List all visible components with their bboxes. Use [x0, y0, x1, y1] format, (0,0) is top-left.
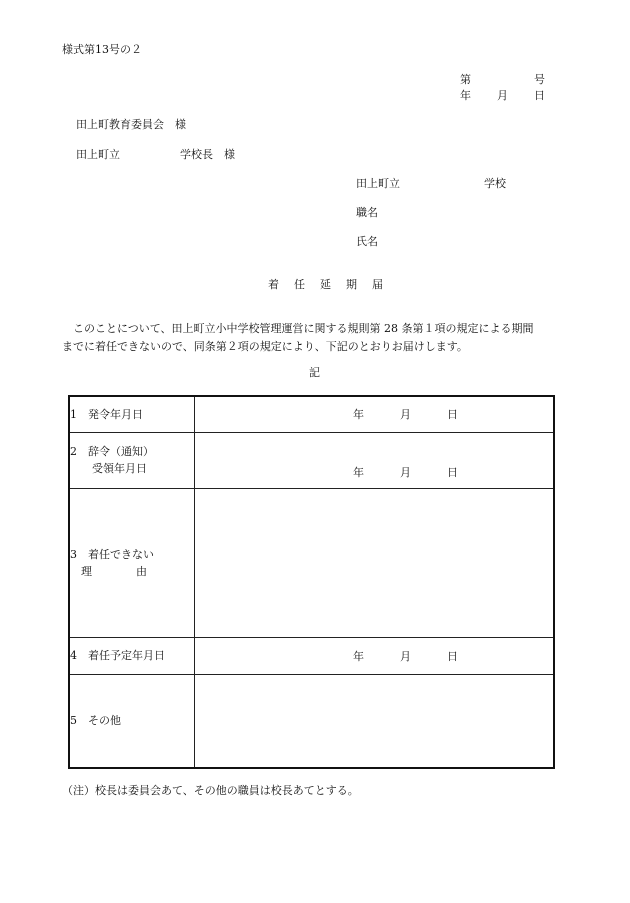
sender-school-prefix: 田上町立: [356, 177, 400, 190]
addressee: 田上町教育委員会 様: [76, 118, 186, 131]
body-line-2: までに着任できないので、同条第２項の規定により、下記のとおりお届けします。: [62, 340, 468, 353]
row-label: [69, 488, 195, 637]
row-value[interactable]: [195, 488, 555, 637]
row-label-line-1: 2 辞令（通知）: [70, 445, 154, 458]
body-line-1: このことについて、田上町立小中学校管理運営に関する規則第 28 条第１項の規定による期間: [62, 322, 534, 335]
day-label: 日: [447, 465, 458, 479]
month-label: 月: [400, 408, 411, 422]
row-label: [69, 432, 195, 488]
date-day: 日: [534, 89, 545, 102]
row-label-line-2: 理 由: [70, 564, 147, 578]
date-month: 月: [497, 89, 508, 102]
month-label: 月: [400, 465, 411, 479]
body-paragraph: [62, 320, 562, 356]
footnote: （注）校長は委員会あて、その他の職員は校長あてとする。: [62, 784, 359, 797]
year-label: 年: [353, 649, 364, 663]
row-value: [195, 637, 555, 674]
row-value: [195, 396, 555, 432]
sender-name-label: 氏名: [356, 235, 378, 248]
cc-school-prefix: 田上町立: [76, 148, 120, 161]
document-title: 着 任 延 期 届: [268, 278, 385, 291]
table-row-reason: [69, 488, 554, 637]
row-label: 5 その他: [69, 674, 195, 768]
row-value[interactable]: [195, 674, 555, 768]
date-year: 年: [460, 89, 471, 102]
sender-school-suffix: 学校: [484, 177, 506, 190]
cc-principal: 学校長 様: [180, 148, 235, 161]
row-label: 4 着任予定年月日: [69, 637, 195, 674]
year-label: 年: [353, 465, 364, 479]
row-label: 1 発令年月日: [69, 396, 195, 432]
sender-position-label: 職名: [356, 206, 378, 219]
table-row-receipt-date: [69, 432, 554, 488]
details-table: [68, 395, 555, 769]
ki-heading: 記: [309, 366, 320, 379]
day-label: 日: [447, 408, 458, 422]
table-row-issue-date: [69, 396, 554, 432]
table-row-other: [69, 674, 554, 768]
table-row-planned-date: [69, 637, 554, 674]
row-label-line-1: 3 着任できない: [70, 547, 154, 561]
day-label: 日: [447, 649, 458, 663]
month-label: 月: [400, 649, 411, 663]
year-label: 年: [353, 408, 364, 422]
doc-number-suffix: 号: [534, 73, 545, 86]
form-number: 様式第13号の２: [62, 43, 142, 56]
row-label-line-2: 受領年月日: [70, 462, 147, 475]
doc-number-prefix: 第: [460, 73, 471, 86]
row-value: [195, 432, 555, 488]
